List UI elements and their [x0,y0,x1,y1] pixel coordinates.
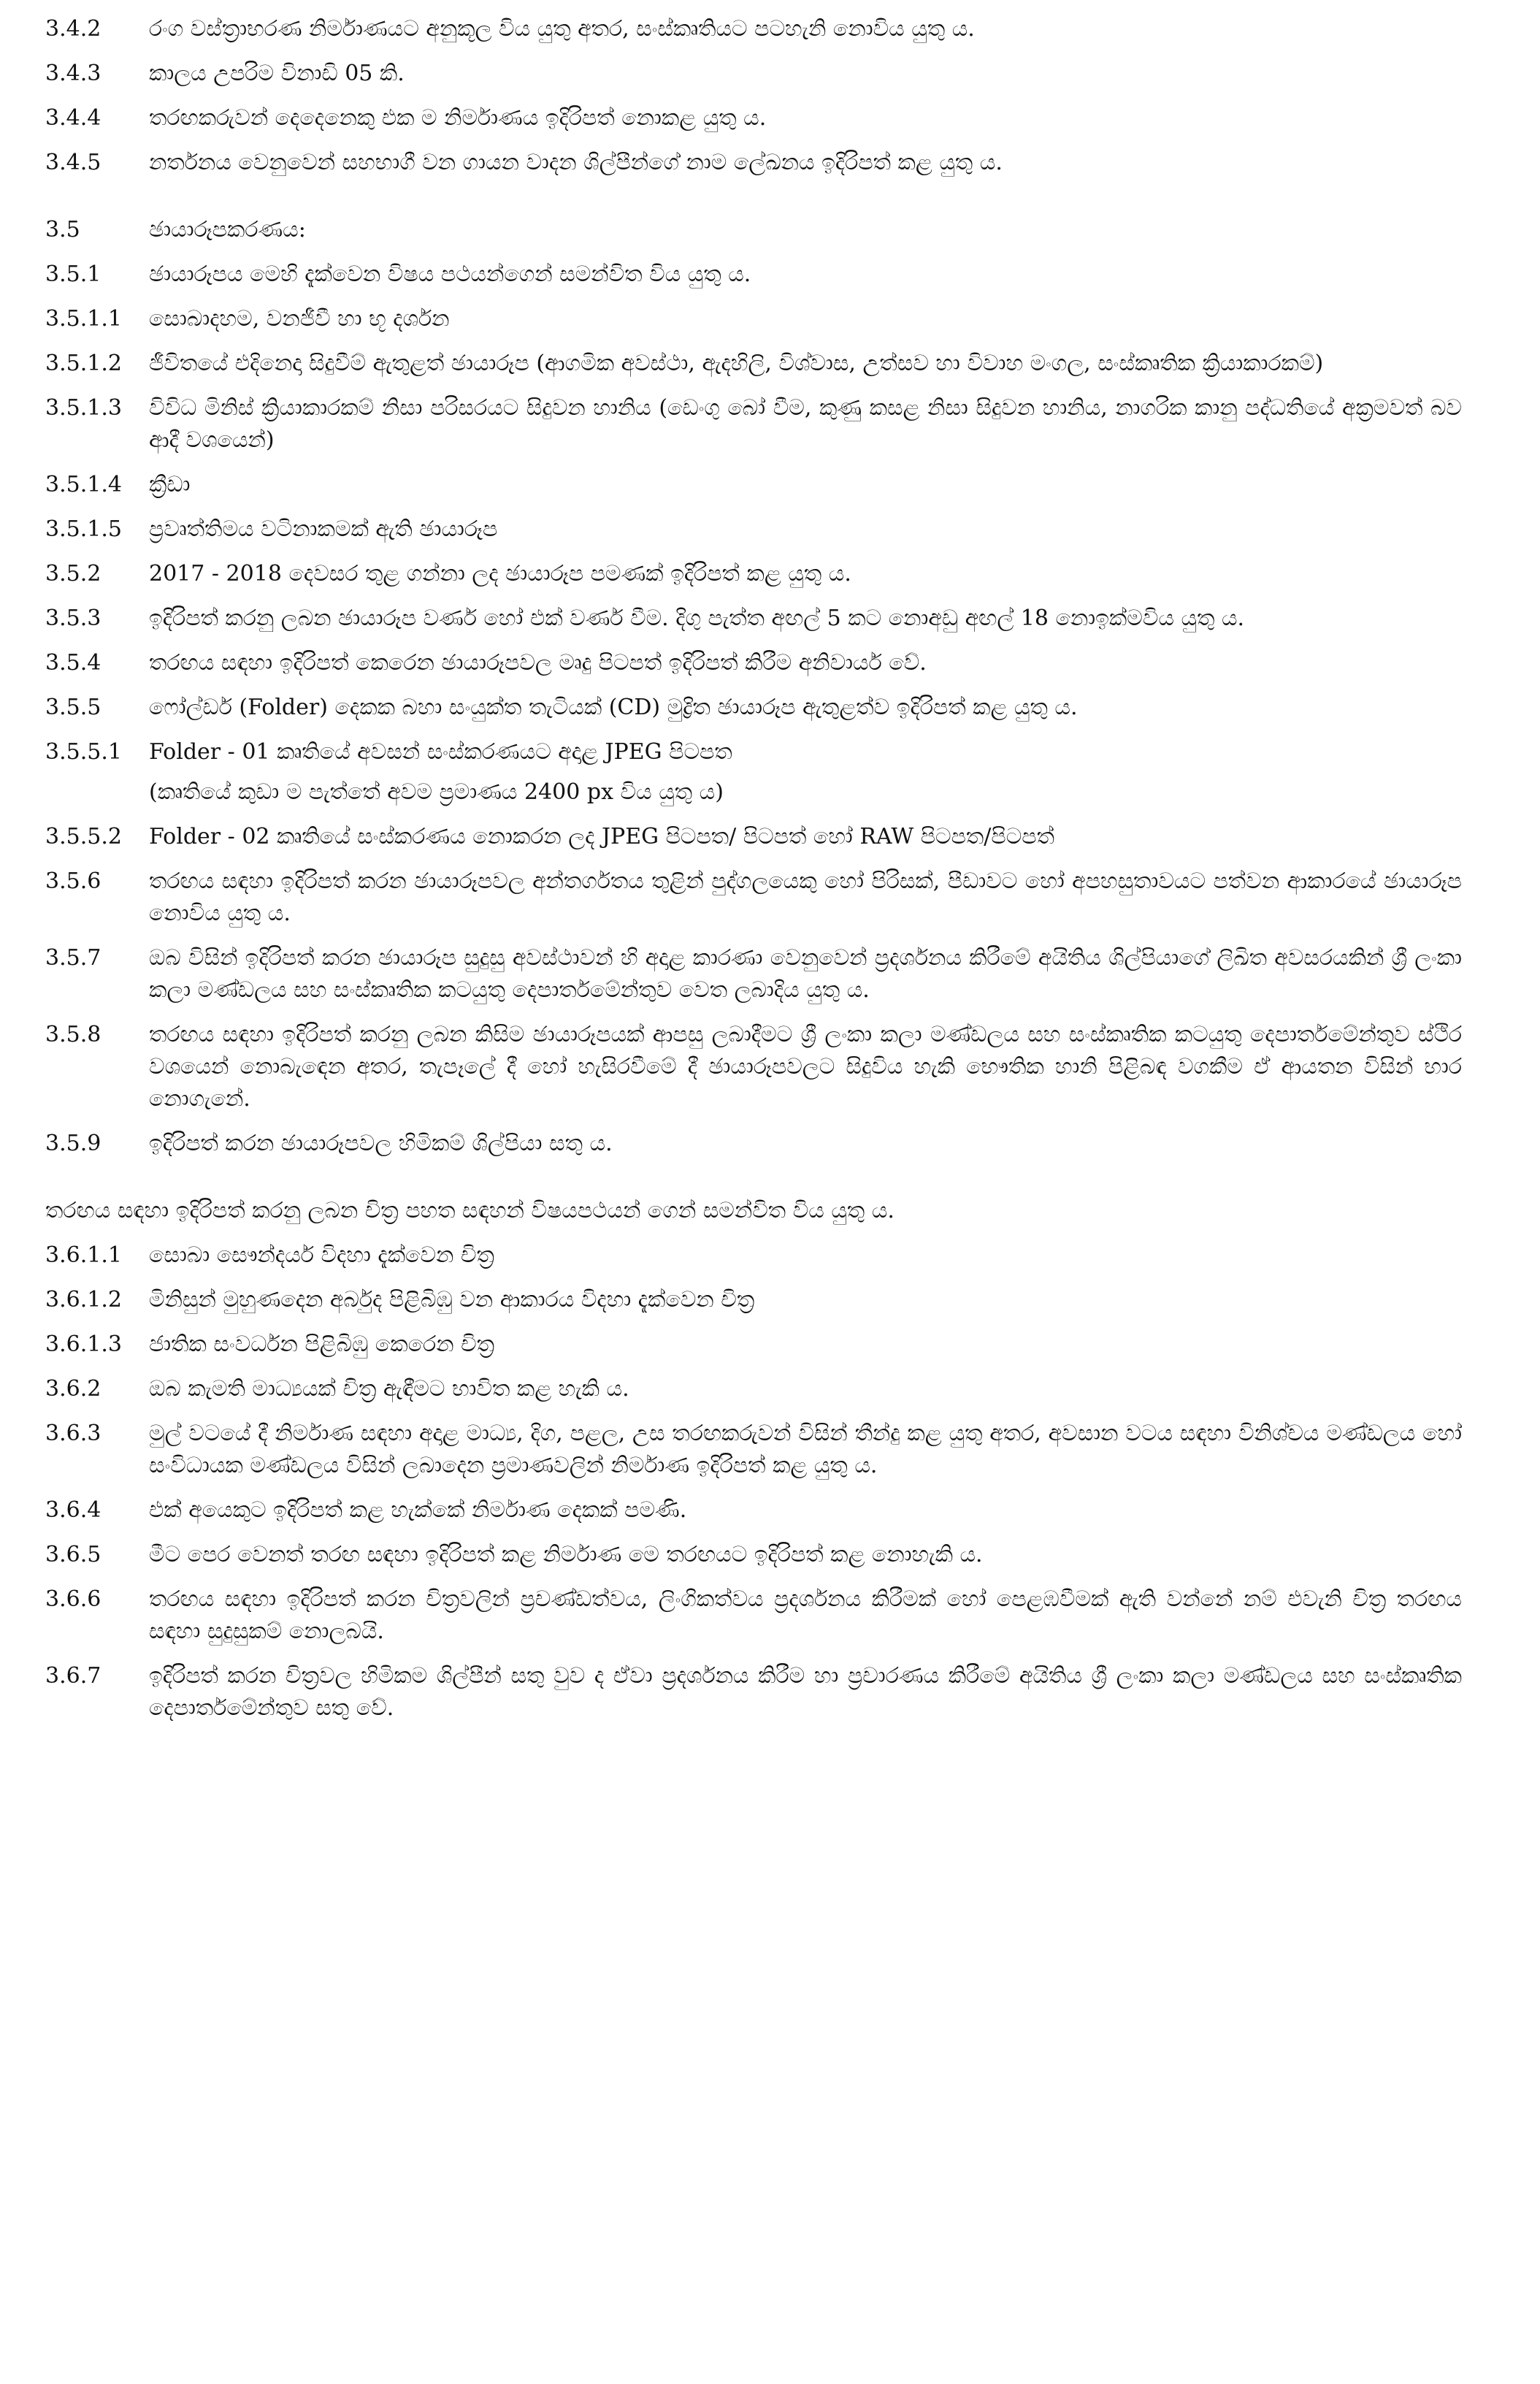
section-title: ඡායාරූපකරණය: [149,217,306,242]
clause-number: 3.4.2 [45,16,101,42]
clause-3-5-5-1 [45,736,1462,768]
clause-text: මුල් වටයේ දී නිර්මාණ සඳහා අදාළ මාධ්‍ය, දිග, පළල, උස තරඟකරුවන් විසින් තීන්දු කළ යුතු අතර, අවසාන වටය සඳහා විනිශ්චය මණ්ඩලය හෝ සංවිධායක මණ්ඩලය විසින් ලබාදෙන ප්‍රමාණවලින් නිර්මාණ ඉදිරිපත් කළ යුතු ය. [149,1421,1462,1478]
clause-text: Folder - 01 කෘතියේ අවසන් සංස්කරණයට අදාළ JPEG පිටපත [149,739,732,765]
clause-text: ඉදිරිපත් කරනු ලබන ඡායාරූප වර්ණ හෝ එක් වර්ණ වීම. දිගු පැත්ත අඟල් 5 කට නොඅඩු අඟල් 18 නොඉක්මවිය යුතු ය. [149,605,1245,631]
clause-number: 3.6.5 [45,1542,101,1567]
clause-3-5-6 [45,866,1462,930]
clause-3-5-5-2 [45,821,1462,853]
clause-text: ක්‍රීඩා [149,472,191,497]
clause-number: 3.6.1.3 [45,1332,122,1357]
section-heading-3-6 [45,1195,1462,1227]
clause-text: කාලය උපරිම විනාඩි 05 කි. [149,61,405,86]
clause-number: 3.4.3 [45,61,101,86]
clause-number: 3.5.6 [45,868,101,894]
clause-3-4-2 [45,13,1462,45]
clause-3-5-2 [45,558,1462,590]
clause-3-4-3 [45,58,1462,90]
clause-text: සොබා සෞන්දර්ය විදහා දැක්වෙන චිත්‍ර [149,1242,494,1268]
clause-3-6-5 [45,1583,1462,1648]
clause-3-5-7 [45,942,1462,1006]
clause-3-5-5-1-note [45,776,1462,809]
clause-number: 3.6.2 [45,1376,101,1402]
clause-text: රංග වස්ත්‍රාභරණ නිර්මාණයට අනුකූල විය යුතු අතර, සංස්කෘතියට පටහැනි නොවිය යුතු ය. [149,16,975,42]
clause-3-5-3 [45,603,1462,635]
clause-number: 3.5.4 [45,650,101,676]
clause-number: 3.5.1.5 [45,516,122,542]
clause-number: 3.6.7 [45,1663,101,1689]
clause-text: මීට පෙර වෙනත් තරඟ සඳහා ඉදිරිපත් කළ නිර්මාණ මෙ තරඟයට ඉදිරිපත් කළ නොහැකි ය. [149,1542,983,1567]
clause-number: 3.5.8 [45,1022,101,1047]
clause-3-6-6 [45,1660,1462,1724]
clause-3-5-1-3 [45,392,1462,456]
clause-number: 3.6.3 [45,1421,101,1446]
clause-number: 3.5.5 [45,695,101,720]
clause-text: ජීවිතයේ එදිනෙදා සිදුවීම් ඇතුළත් ඡායාරූප (ආගමික අවස්ථා, ඇදහිලි, විශ්වාස, උත්සව හා විවාහ මංගල, සංස්කෘතික ක්‍රියාකාරකම්) [149,351,1324,376]
clause-3-6-1 [45,1239,1462,1272]
clause-3-6-4 [45,1539,1462,1571]
clause-number: 3.6.4 [45,1497,101,1523]
clause-3-5-4 [45,647,1462,679]
clause-text: තරඟය සඳහා ඉදිරිපත් කෙරෙන ඡායාරූපවල මෘදු පිටපත් ඉදිරිපත් කිරීම අනිවාර්ය වේ. [149,650,927,676]
clause-text: 2017 - 2018 දෙවසර තුළ ගන්නා ලද ඡායාරූප පමණක් ඉදිරිපත් කළ යුතු ය. [149,561,851,587]
clause-text: Folder - 02 කෘතියේ සංස්කරණය නොකරන ලද JPEG පිටපත/ පිටපත් හෝ RAW පිටපත/පිටපත් [149,824,1054,849]
clause-3-4-5 [45,147,1462,179]
clause-text: (කෘතියේ කුඩා ම පැත්තේ අවම ප්‍රමාණය 2400 px විය යුතු ය) [149,779,724,805]
clause-number: 3.6.1.2 [45,1287,122,1313]
clause-number: 3.5.1 [45,261,101,287]
clause-text: නර්තනය වෙනුවෙන් සහභාගී වන ගායන වාදන ශිල්පීන්ගේ නාම ලේඛනය ඉදිරිපත් කළ යුතු ය. [149,150,1003,175]
clause-3-6-3 [45,1494,1462,1527]
clause-number: 3.5.1.2 [45,351,122,376]
clause-text: තරඟය සඳහා ඉදිරිපත් කරන චිත්‍රවලින් ප්‍රචණ්ඩත්වය, ලිංගිකත්වය ප්‍රදර්ශනය කිරීමක් හෝ පෙළඹවීමක් ඇති වන්නේ නම් එවැනි චිත්‍ර තරඟය සඳහා සුදුසුකම් නොලබයි. [149,1586,1462,1644]
clause-number: 3.5.2 [45,561,101,587]
clause-3-5-1-1 [45,303,1462,335]
clause-text: විවිධ මිනිස් ක්‍රියාකාරකම් නිසා පරිසරයට සිදුවන හානිය (ඩෙංගු බෝ වීම, කුණු කසළ නිසා සිදුවන හානිය, නාගරික කානු පද්ධතියේ අක්‍රමවත් බව ආදී වශයෙන්) [149,395,1462,453]
clause-number: 3.6.6 [45,1586,101,1612]
clause-text: තරඟය සඳහා ඉදිරිපත් කරනු ලබන කිසිම ඡායාරූපයක් ආපසු ලබාදීමට ශ්‍රී ලංකා කලා මණ්ඩලය සහ සංස්කෘතික කටයුතු දෙපාර්තමේන්තුව ස්ථිර වශයෙන් නොබැඳෙන අතර, තැපෑලේ දී හෝ හැසිරවීමේ දී ඡායාරූපවලට සිදුවිය හැකි භෞතික හානි පිළිබඳ වගකීම ඒ ආයතන විසින් භාර නොගැනේ. [149,1022,1462,1112]
section-title: තරඟය සඳහා ඉදිරිපත් කරනු ලබන චිත්‍ර පහත සඳහන් විෂයපථයන් ගෙන් සමන්විත විය යුතු ය. [45,1198,894,1223]
clause-text: සොබාදහම, වනජීවී හා භූ දර්ශන [149,306,450,332]
clause-number: 3.5.7 [45,945,101,971]
clause-3-5-9 [45,1128,1462,1160]
clause-3-6-1-2 [45,1329,1462,1361]
clause-3-5-1-2 [45,348,1462,380]
clause-number: 3.5.5.1 [45,739,122,765]
clause-text: ඡායාරූපය මෙහි දැක්වෙන විෂය පථයන්ගෙන් සමන්විත විය යුතු ය. [149,261,751,287]
clause-text: ඉදිරිපත් කරන චිත්‍රවල හිමිකම ශිල්පීන් සතු වුව ද ඒවා ප්‍රදර්ශනය කිරීම හා ප්‍රචාරණය කිරීමේ අයිතිය ශ්‍රී ලංකා කලා මණ්ඩලය සහ සංස්කෘතික දෙපාර්තමේන්තුව සතු වේ. [149,1663,1462,1721]
clause-number: 3.5.3 [45,605,101,631]
clause-3-5-1-5 [45,513,1462,546]
section-heading-3-5 [45,214,1462,246]
clause-text: ඔබ විසින් ඉදිරිපත් කරන ඡායාරූප සුදුසු අවස්ථාවන් හි අදාළ කාරණා වෙනුවෙන් ප්‍රදර්ශනය කිරීමේ අයිතිය ශිල්පියාගේ ලිඛිත අවසරයකින් ශ්‍රී ලංකා කලා මණ්ඩලය සහ සංස්කෘතික කටයුතු දෙපාර්තමේන්තුව වෙත ලබාදිය යුතු ය. [149,945,1462,1003]
clause-3-5-1 [45,259,1462,291]
clause-3-4-4 [45,102,1462,134]
clause-number: 3.4.5 [45,150,101,175]
clause-text: තරඟකරුවන් දෙදෙනෙකු එක ම නිර්මාණය ඉදිරිපත් නොකළ යුතු ය. [149,105,767,131]
clause-number: 3.5.9 [45,1131,101,1156]
clause-3-6-2 [45,1418,1462,1482]
document-page [45,13,1462,1737]
clause-text: ඉදිරිපත් කරන ඡායාරූපවල හිමිකම් ශිල්පියා සතු ය. [149,1131,613,1156]
clause-3-5-8 [45,1019,1462,1115]
clause-text: එක් අයෙකුට ඉදිරිපත් කළ හැක්කේ නිර්මාණ දෙකක් පමණි. [149,1497,687,1523]
clause-number: 3.5.1.1 [45,306,122,332]
clause-text: ප්‍රවෘත්තිමය වටිනාකමක් ඇති ඡායාරූප [149,516,498,542]
clause-number: 3.5.1.3 [45,395,122,421]
clause-3-5-1-4 [45,469,1462,501]
clause-number: 3.5.1.4 [45,472,122,497]
clause-number: 3.5.5.2 [45,824,122,849]
clause-number: 3.4.4 [45,105,101,131]
clause-number: 3.6.1.1 [45,1242,122,1268]
clause-3-6-1-1 [45,1284,1462,1316]
clause-text: ජාතික සංවර්ධන පිළිබිඹු කෙරෙන චිත්‍ර [149,1332,495,1357]
clause-text: මිනිසුන් මුහුණදෙන අර්බුද පිළිබිඹු වන ආකාරය විදහා දැක්වෙන චිත්‍ර [149,1287,755,1313]
clause-text: ෆෝල්ඩර් (Folder) දෙකක බහා සංයුක්ත තැටියක් (CD) මුද්‍රිත ඡායාරූප ඇතුළත්ව ඉදිරිපත් කළ යුතු ය. [149,695,1078,720]
clause-3-6-1-3 [45,1373,1462,1405]
clause-text: ඔබ කැමති මාධ්‍යයක් චිත්‍ර ඇඳීමට භාවිත කළ හැකි ය. [149,1376,629,1402]
clause-text: තරඟය සඳහා ඉදිරිපත් කරන ඡායාරූපවල අන්තර්ගතය තුළින් පුද්ගලයෙකු හෝ පිරිසක්, පීඩාවට හෝ අපහසුතාවයට පත්වන ආකාරයේ ඡායාරූප නොවිය යුතු ය. [149,868,1462,926]
clause-3-5-5 [45,692,1462,724]
section-number: 3.5 [45,217,80,242]
